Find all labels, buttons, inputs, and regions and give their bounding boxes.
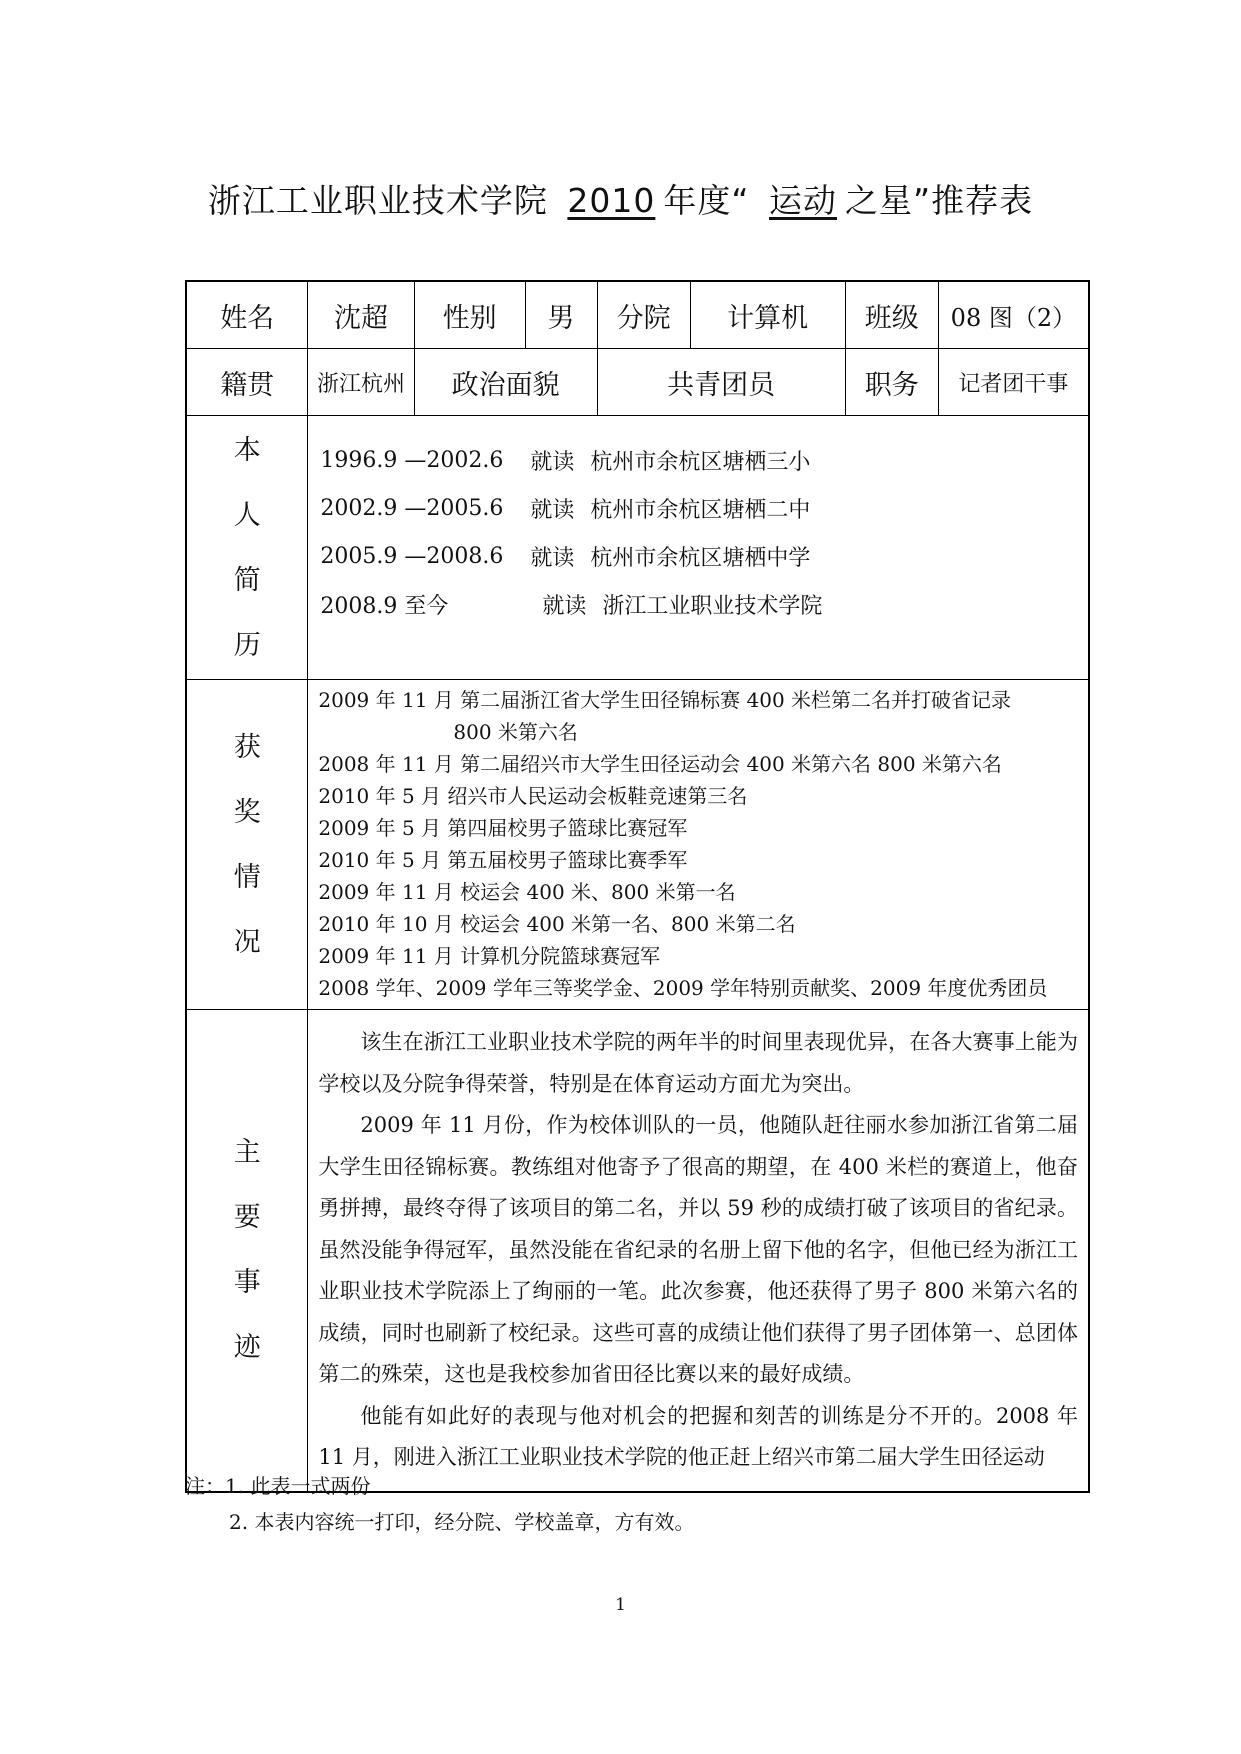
class-label: 班级 <box>845 281 938 349</box>
class-value: 08 图（2） <box>938 281 1089 349</box>
award-line: 2010 年 10 月 校运会 400 米第一名、800 米第二名 <box>318 912 796 936</box>
note-1: 注：1. 此表一式两份 <box>185 1474 371 1498</box>
position-label: 职务 <box>845 349 938 416</box>
title-topic: 运动 <box>768 181 837 220</box>
award-line: 2008 年 11 月 第二届绍兴市大学生田径运动会 400 米第六名 800 米第六名 <box>318 752 1002 776</box>
deeds-paragraph: 2009 年 11 月份，作为校体训队的一员，他随队赶往丽水参加浙江省第二届大学生田径锦标赛。教练组对他寄予了很高的期望，在 400 米栏的赛道上，他奋勇拼搏，最终夺得了该项目的第二名，并以 59 秒的成绩打破了该项目的省纪录。虽然没能争得冠军，虽然没能在省纪录的名册上留下他的名字，但他已经为浙江工业职业技术学院添上了绚丽的一笔。此次参赛，他还获得了男子 800 米第六名的成绩，同时也刷新了校纪录。这些可喜的成绩让他们获得了男子团体第一、总团体第二的殊荣，这也是我校参加省田径比赛以来的最好成绩。 <box>318 1113 1078 1386</box>
profile-row <box>186 349 1089 416</box>
page-title <box>0 175 1241 222</box>
resume-item: 2005.9 —2008.6 就读 杭州市余杭区塘栖中学 <box>320 543 811 571</box>
resume-label: 本 人 简 历 <box>186 416 308 680</box>
political-status-label: 政治面貌 <box>414 349 597 416</box>
resume-item: 1996.9 —2002.6 就读 杭州市余杭区塘栖三小 <box>320 447 811 475</box>
college-value: 计算机 <box>690 281 845 349</box>
name-value: 沈超 <box>308 281 414 349</box>
resume-item: 2008.9 至今 就读 浙江工业职业技术学院 <box>320 593 823 619</box>
title-prefix: 浙江工业职业技术学院 <box>207 181 548 220</box>
award-line: 2010 年 5 月 绍兴市人民运动会板鞋竞速第三名 <box>318 784 748 808</box>
deeds-paragraph: 他能有如此好的表现与他对机会的把握和刻苦的训练是分不开的。2008 年 11 月，刚进入浙江工业职业技术学院的他正赶上绍兴市第二届大学生田径运动 <box>318 1403 1078 1469</box>
resume-content <box>308 416 1089 680</box>
deeds-content <box>308 1010 1089 1492</box>
political-status-value: 共青团员 <box>597 349 845 416</box>
award-line: 2009 年 11 月 计算机分院篮球赛冠军 <box>318 944 661 968</box>
gender-label: 性别 <box>414 281 525 349</box>
award-line: 800 米第六名 <box>453 720 578 744</box>
award-line: 2008 学年、2009 学年三等奖学金、2009 学年特别贡献奖、2009 年度优秀团员 <box>318 976 1048 1000</box>
award-line: 2009 年 11 月 第二届浙江省大学生田径锦标赛 400 米栏第二名并打破省记录 <box>318 688 1012 712</box>
deeds-paragraph: 该生在浙江工业职业技术学院的两年半的时间里表现优异，在各大赛事上能为学校以及分院争得荣誉，特别是在体育运动方面尤为突出。 <box>318 1030 1078 1096</box>
title-suffix: 之星”推荐表 <box>844 181 1034 220</box>
award-line: 2009 年 5 月 第四届校男子篮球比赛冠军 <box>318 816 688 840</box>
college-label: 分院 <box>597 281 690 349</box>
resume-item: 2002.9 —2005.6 就读 杭州市余杭区塘栖二中 <box>320 495 811 523</box>
name-label: 姓名 <box>186 281 308 349</box>
award-line: 2009 年 11 月 校运会 400 米、800 米第一名 <box>318 880 736 904</box>
awards-content <box>308 680 1089 1010</box>
form-notes <box>185 1468 694 1540</box>
award-line: 2010 年 5 月 第五届校男子篮球比赛季军 <box>318 848 688 872</box>
basic-info-row <box>186 281 1089 349</box>
note-2: 2. 本表内容统一打印，经分院、学校盖章，方有效。 <box>229 1510 695 1534</box>
resume-row <box>186 416 1089 680</box>
title-year: 2010 <box>567 181 656 220</box>
position-value: 记者团干事 <box>938 349 1089 416</box>
title-middle: 年度“ <box>663 181 750 220</box>
deeds-label: 主 要 事 迹 <box>186 1010 308 1492</box>
deeds-row <box>186 1010 1089 1492</box>
hometown-label: 籍贯 <box>186 349 308 416</box>
awards-label: 获 奖 情 况 <box>186 680 308 1010</box>
hometown-value: 浙江杭州 <box>308 349 414 416</box>
page-number: 1 <box>615 1595 626 1615</box>
recommendation-form <box>185 280 1090 1493</box>
gender-value: 男 <box>525 281 597 349</box>
awards-row <box>186 680 1089 1010</box>
